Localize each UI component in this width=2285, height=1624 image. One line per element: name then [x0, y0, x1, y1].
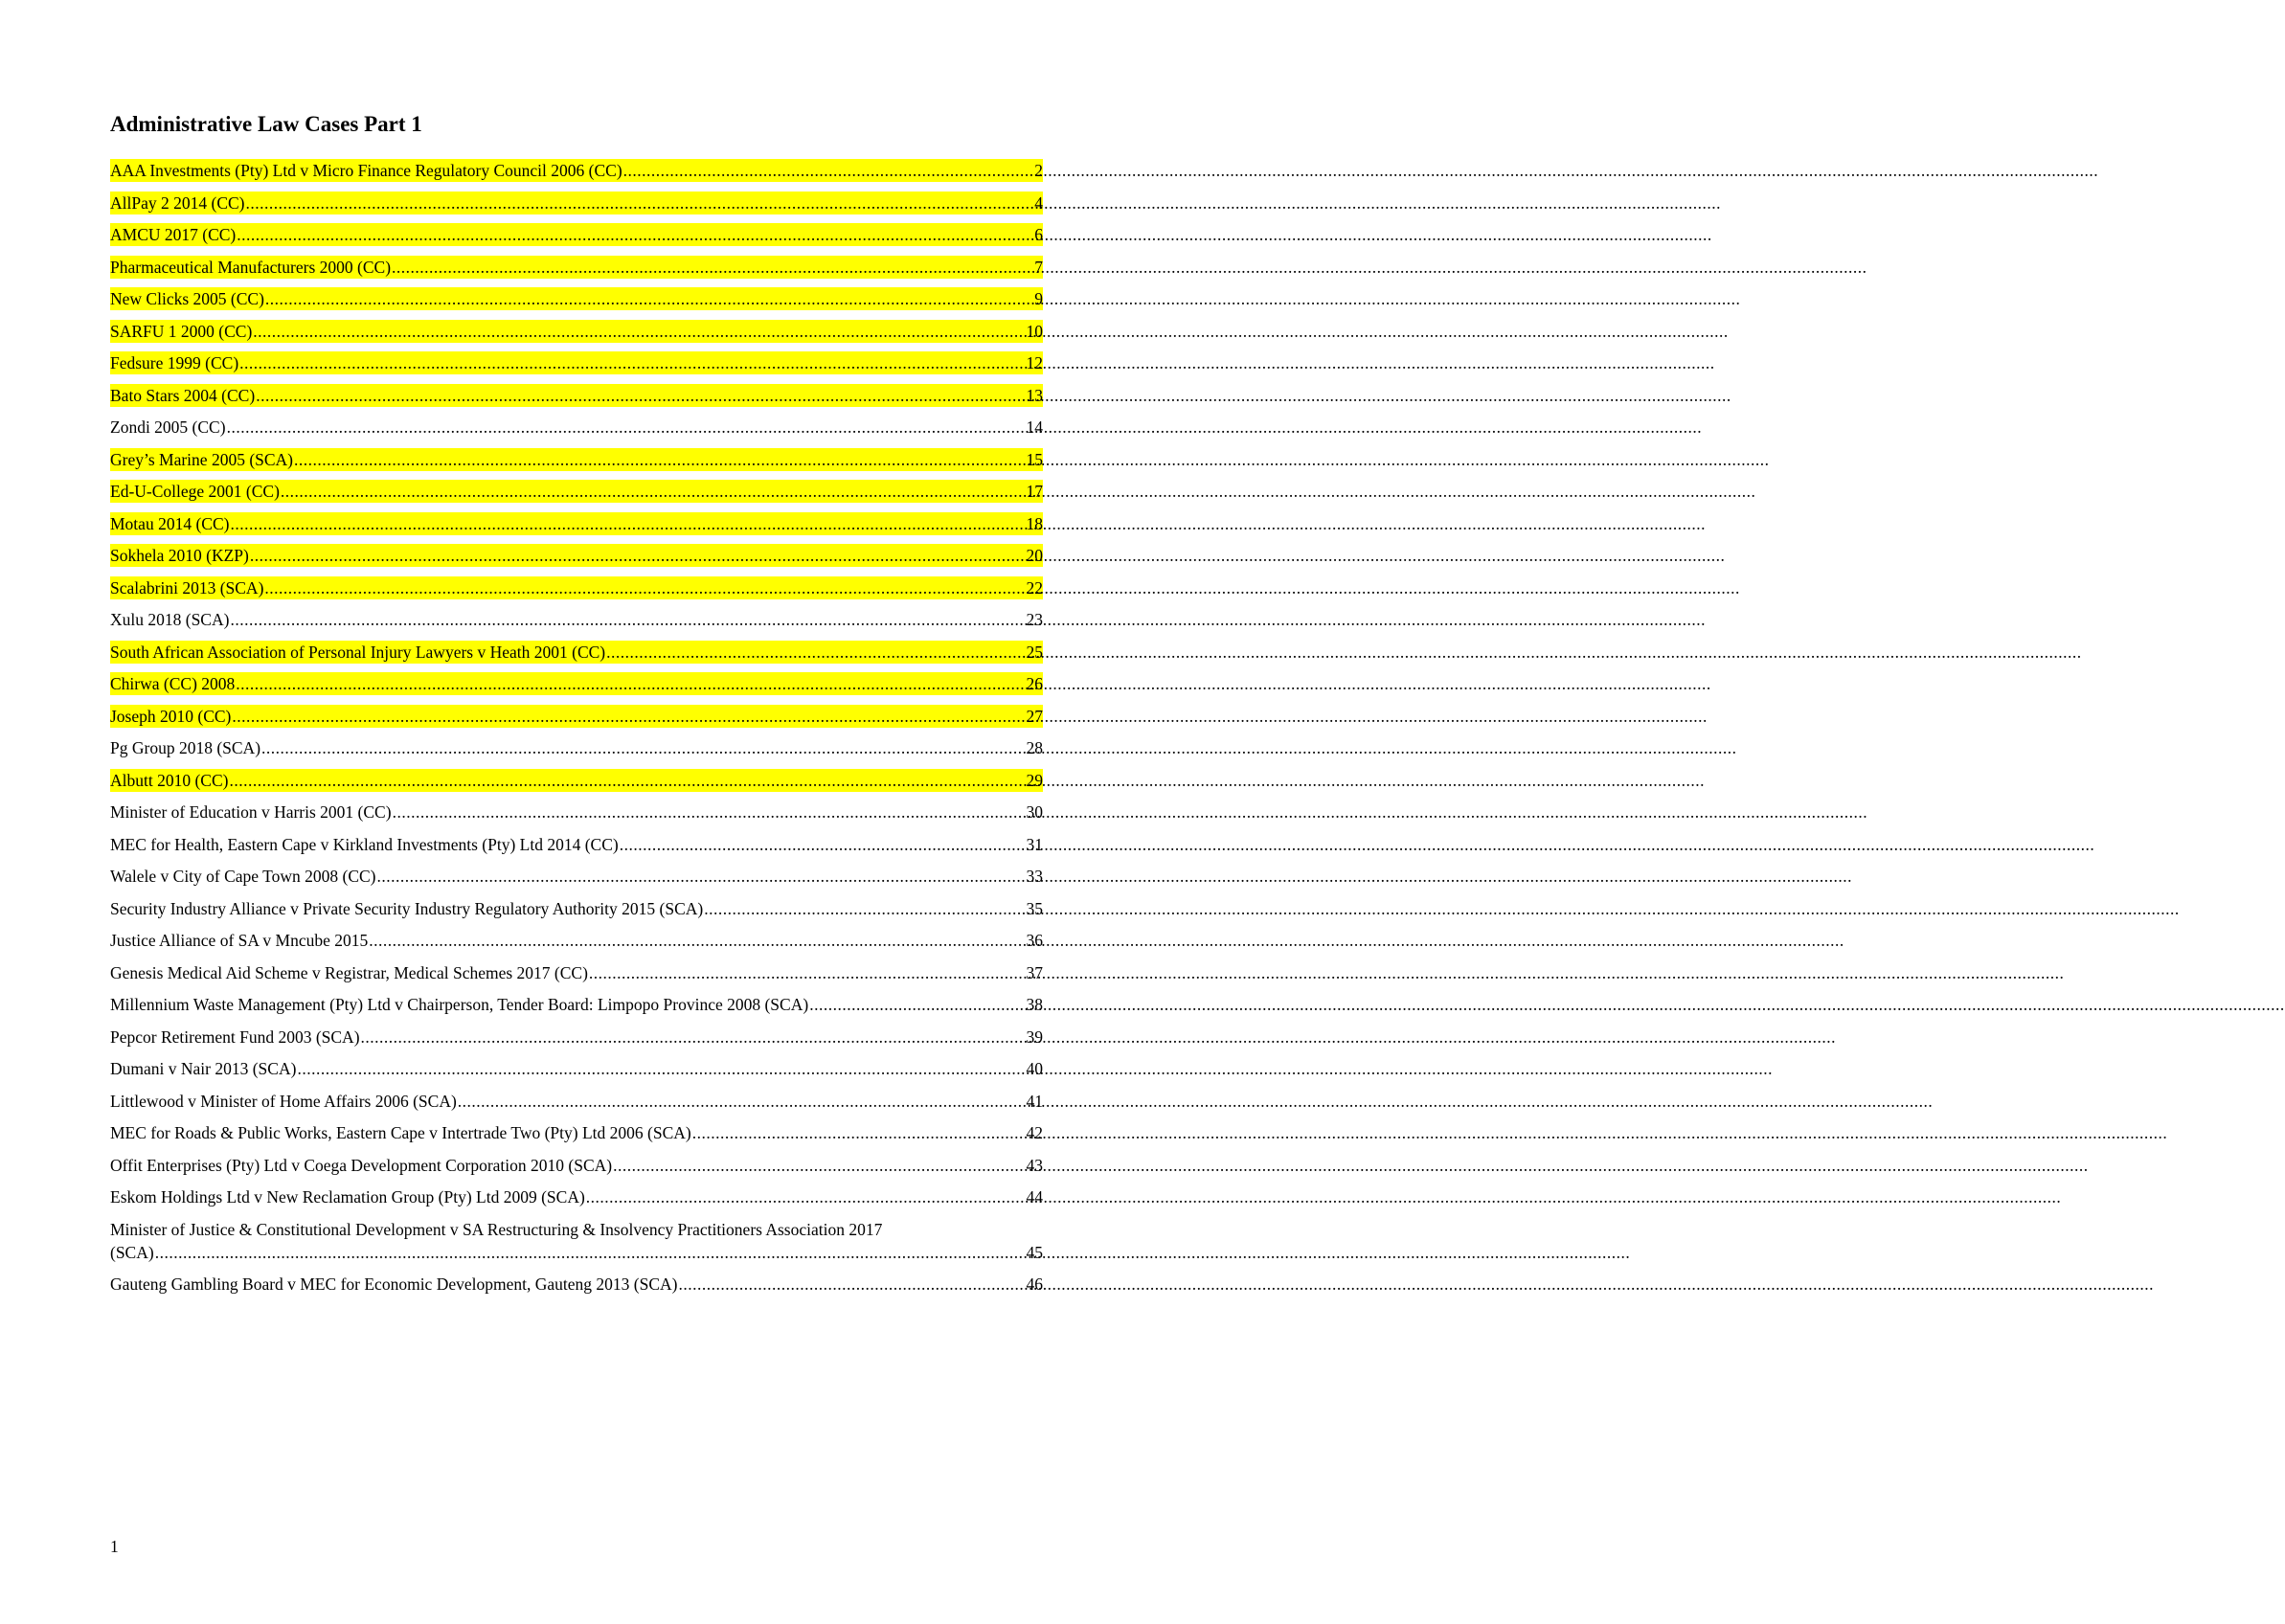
toc-dot-leader: [620, 833, 1026, 856]
toc-entry[interactable]: [110, 736, 1043, 759]
toc-entry[interactable]: [110, 641, 1043, 664]
toc-entry-title: Walele v City of Cape Town 2008 (CC): [110, 867, 376, 886]
toc-dot-leader: [237, 223, 1033, 246]
toc-entry[interactable]: [110, 1273, 1043, 1296]
toc-entry-page-number: 23: [1026, 610, 1043, 629]
toc-entry[interactable]: [110, 1026, 1043, 1049]
toc-dot-leader: [586, 1185, 1026, 1208]
toc-entry-title: Pharmaceutical Manufacturers 2000 (CC): [110, 257, 392, 277]
toc-dot-leader: [265, 287, 1033, 310]
toc-entry-page-number: 29: [1026, 770, 1043, 790]
toc-entry-title: SARFU 1 2000 (CC): [110, 321, 253, 341]
toc-dot-leader: [678, 1273, 1025, 1296]
toc-entry[interactable]: [110, 512, 1043, 535]
toc-entry-title: Offit Enterprises (Pty) Ltd v Coega Development Corporation 2010 (SCA): [110, 1155, 613, 1175]
toc-entry-page-number: 46: [1026, 1274, 1043, 1294]
toc-dot-leader: [361, 1026, 1026, 1049]
toc-entry-title: South African Association of Personal Injury Lawyers v Heath 2001 (CC): [110, 642, 606, 662]
toc-entry-page-number: 44: [1026, 1187, 1043, 1207]
toc-entry-title: Sokhela 2010 (KZP): [110, 546, 249, 565]
toc-entry-page-number: 12: [1026, 353, 1043, 372]
toc-entry[interactable]: [110, 769, 1043, 792]
toc-dot-leader: [704, 897, 1025, 920]
toc-entry-title: AllPay 2 2014 (CC): [110, 192, 245, 213]
toc-entry[interactable]: [110, 351, 1043, 374]
toc-dot-leader: [229, 769, 1025, 792]
toc-entry[interactable]: [110, 1057, 1043, 1080]
toc-dot-leader: [369, 929, 1025, 952]
toc-entry-title: Ed-U-College 2001 (CC): [110, 482, 280, 501]
toc-dot-leader: [155, 1241, 1026, 1264]
toc-entry-page-number: 4: [1034, 192, 1043, 213]
toc-entry[interactable]: [110, 223, 1043, 246]
toc-dot-leader: [264, 576, 1025, 599]
toc-entry-title-continued: (SCA): [110, 1242, 154, 1262]
toc-entry-page-number: 15: [1026, 449, 1043, 469]
toc-entry-title: Albutt 2010 (CC): [110, 770, 229, 790]
toc-entry-page-number: 26: [1026, 674, 1043, 693]
toc-entry-page-number: 33: [1026, 867, 1043, 886]
toc-entry-title: AMCU 2017 (CC): [110, 225, 237, 244]
toc-entry-title: Gauteng Gambling Board v MEC for Economic Development, Gauteng 2013 (SCA): [110, 1274, 678, 1294]
toc-entry[interactable]: [110, 929, 1043, 952]
toc-entry[interactable]: [110, 448, 1043, 471]
toc-entry-page-number: 27: [1026, 706, 1043, 726]
toc-dot-leader: [809, 993, 1025, 1016]
toc-entry-page-number: 42: [1026, 1123, 1043, 1142]
toc-entry[interactable]: [110, 1218, 1043, 1264]
toc-dot-leader: [392, 256, 1033, 279]
page-number: 1: [110, 1537, 119, 1556]
toc-entry[interactable]: [110, 993, 1043, 1016]
toc-entry[interactable]: [110, 192, 1043, 214]
toc-entry[interactable]: [110, 961, 1043, 984]
toc-entry[interactable]: [110, 897, 1043, 920]
toc-entry[interactable]: [110, 1090, 1043, 1113]
toc-dot-leader: [692, 1121, 1026, 1144]
toc-entry-page-number: 9: [1034, 289, 1043, 308]
toc-entry-title: Pepcor Retirement Fund 2003 (SCA): [110, 1026, 360, 1047]
toc-entry-title: Littlewood v Minister of Home Affairs 2006 (SCA): [110, 1091, 457, 1111]
toc-entry[interactable]: [110, 672, 1043, 695]
toc-dot-leader: [281, 480, 1026, 503]
toc-dot-leader: [613, 1154, 1025, 1177]
toc-entry-page-number: 30: [1026, 802, 1043, 822]
toc-dot-leader: [236, 672, 1025, 695]
toc-entry-page-number: 14: [1026, 417, 1043, 437]
toc-dot-leader: [393, 801, 1026, 823]
toc-entry-title: Joseph 2010 (CC): [110, 706, 232, 726]
toc-dot-leader: [294, 448, 1025, 471]
toc-entry[interactable]: [110, 159, 1043, 182]
toc-entry-page-number: 25: [1026, 642, 1043, 662]
toc-entry-title: Minister of Justice & Constitutional Development v SA Restructuring & Insolvency Practitioners Association 2017: [110, 1219, 883, 1239]
toc-dot-leader: [239, 351, 1025, 374]
toc-dot-leader: [589, 961, 1026, 984]
toc-entry-page-number: 17: [1026, 482, 1043, 501]
toc-entry-page-number: 36: [1026, 931, 1043, 950]
toc-entry-title: Scalabrini 2013 (SCA): [110, 577, 264, 598]
toc-dot-leader: [261, 736, 1025, 759]
toc-entry[interactable]: [110, 320, 1043, 343]
toc-entry-page-number: 41: [1026, 1091, 1043, 1111]
table-of-contents: [110, 159, 1043, 1305]
toc-dot-leader: [230, 512, 1025, 535]
toc-entry-title: Bato Stars 2004 (CC): [110, 385, 256, 405]
toc-entry-page-number: 37: [1026, 962, 1043, 982]
toc-dot-leader: [227, 416, 1026, 439]
toc-dot-leader: [230, 608, 1025, 631]
toc-dot-leader: [297, 1057, 1025, 1080]
toc-entry-title: Justice Alliance of SA v Mncube 2015: [110, 931, 369, 950]
toc-entry-page-number: 38: [1026, 995, 1043, 1014]
toc-entry[interactable]: [110, 705, 1043, 728]
toc-entry-title: Dumani v Nair 2013 (SCA): [110, 1059, 297, 1078]
toc-entry-page-number: 18: [1026, 513, 1043, 533]
toc-dot-leader: [256, 384, 1025, 407]
toc-entry[interactable]: [110, 1185, 1043, 1208]
toc-entry-title: New Clicks 2005 (CC): [110, 289, 264, 308]
toc-entry-title: Zondi 2005 (CC): [110, 417, 226, 437]
toc-entry-title: Motau 2014 (CC): [110, 513, 230, 533]
toc-entry-page-number: 35: [1026, 898, 1043, 918]
toc-entry-page-number: 39: [1026, 1026, 1043, 1047]
toc-entry-page-number: 31: [1026, 834, 1043, 854]
toc-entry-page-number: 7: [1034, 257, 1043, 277]
toc-entry-title: MEC for Roads & Public Works, Eastern Cape v Intertrade Two (Pty) Ltd 2006 (SCA): [110, 1123, 691, 1142]
toc-entry-title: Eskom Holdings Ltd v New Reclamation Group (Pty) Ltd 2009 (SCA): [110, 1187, 585, 1207]
toc-entry[interactable]: [110, 544, 1043, 567]
toc-entry-title: Pg Group 2018 (SCA): [110, 738, 261, 757]
toc-entry-page-number: 22: [1026, 577, 1043, 598]
toc-dot-leader: [253, 320, 1025, 343]
toc-entry[interactable]: [110, 865, 1043, 888]
document-title: Administrative Law Cases Part 1: [110, 112, 422, 136]
toc-entry-title: Grey’s Marine 2005 (SCA): [110, 449, 294, 469]
toc-entry-page-number: 10: [1026, 321, 1043, 341]
toc-entry-page-number: 2: [1034, 161, 1043, 180]
toc-entry-title: MEC for Health, Eastern Cape v Kirkland Investments (Pty) Ltd 2014 (CC): [110, 834, 619, 854]
toc-entry-title: Fedsure 1999 (CC): [110, 353, 239, 372]
toc-dot-leader: [246, 192, 1034, 214]
toc-entry[interactable]: [110, 480, 1043, 503]
toc-dot-leader: [377, 865, 1026, 888]
toc-entry-page-number: 28: [1026, 738, 1043, 757]
toc-entry[interactable]: [110, 833, 1043, 856]
toc-entry-title: Millennium Waste Management (Pty) Ltd v Chairperson, Tender Board: Limpopo Province 2008 (SCA): [110, 995, 809, 1014]
toc-entry-title: Xulu 2018 (SCA): [110, 610, 230, 629]
toc-dot-leader: [458, 1090, 1026, 1113]
toc-entry-page-number: 40: [1026, 1059, 1043, 1078]
toc-entry-page-number: 13: [1026, 385, 1043, 405]
toc-entry-title: Chirwa (CC) 2008: [110, 674, 236, 693]
toc-entry[interactable]: [110, 608, 1043, 631]
toc-entry-title: Minister of Education v Harris 2001 (CC): [110, 802, 392, 822]
toc-dot-leader: [232, 705, 1025, 728]
toc-entry[interactable]: [110, 416, 1043, 439]
toc-entry-page-number: 45: [1026, 1242, 1043, 1262]
toc-dot-leader: [623, 159, 1034, 182]
toc-dot-leader: [606, 641, 1025, 664]
toc-entry-title: Security Industry Alliance v Private Security Industry Regulatory Authority 2015 (SCA): [110, 898, 704, 918]
toc-entry[interactable]: [110, 1154, 1043, 1177]
toc-entry-page-number: 43: [1026, 1155, 1043, 1175]
toc-dot-leader: [250, 544, 1026, 567]
toc-entry-page-number: 20: [1026, 546, 1043, 565]
toc-entry[interactable]: [110, 384, 1043, 407]
toc-entry-page-number: 6: [1034, 225, 1043, 244]
toc-entry[interactable]: [110, 256, 1043, 279]
toc-entry-title: AAA Investments (Pty) Ltd v Micro Finance Regulatory Council 2006 (CC): [110, 161, 622, 180]
toc-entry[interactable]: [110, 801, 1043, 823]
toc-entry[interactable]: [110, 1121, 1043, 1144]
toc-entry[interactable]: [110, 287, 1043, 310]
toc-entry[interactable]: [110, 576, 1043, 599]
toc-entry-title: Genesis Medical Aid Scheme v Registrar, Medical Schemes 2017 (CC): [110, 962, 588, 982]
